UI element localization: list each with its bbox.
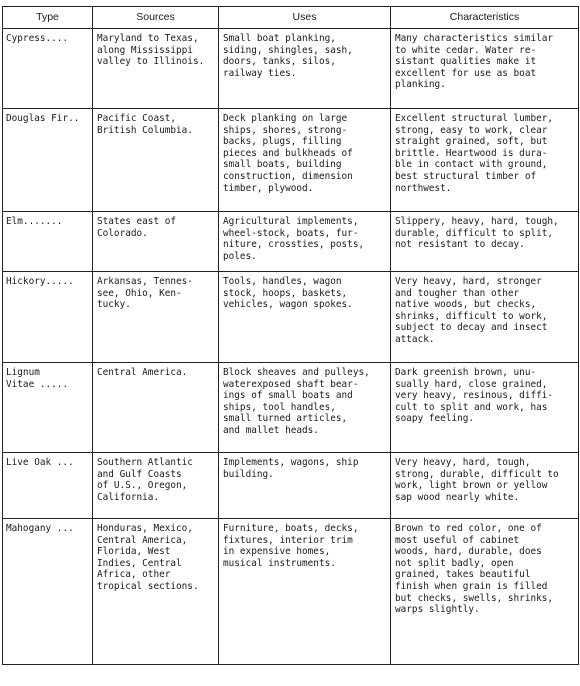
- cell-uses: Agricultural implements, wheel-stock, boats, fur- niture, crossties, posts, poles.: [219, 212, 391, 272]
- wood-types-table: [2, 6, 579, 665]
- cell-sources: Pacific Coast, British Columbia.: [93, 109, 219, 212]
- table-row: [3, 109, 579, 212]
- cell-characteristics: Dark greenish brown, unu- sually hard, close grained, very heavy, resinous, diffi- cult to split and work, has soapy feeling.: [391, 363, 579, 453]
- cell-uses: Tools, handles, wagon stock, hoops, baskets, vehicles, wagon spokes.: [219, 272, 391, 363]
- table-row: [3, 453, 579, 519]
- header-sources: Sources: [93, 7, 219, 29]
- cell-characteristics: Very heavy, hard, tough, strong, durable, difficult to work, light brown or yellow sap wood nearly white.: [391, 453, 579, 519]
- cell-uses: Small boat planking, siding, shingles, sash, doors, tanks, silos, railway ties.: [219, 29, 391, 109]
- table-row: [3, 212, 579, 272]
- cell-type: Hickory.....: [3, 272, 93, 363]
- cell-uses: Implements, wagons, ship building.: [219, 453, 391, 519]
- cell-characteristics: Excellent structural lumber, strong, easy to work, clear straight grained, soft, but brittle. Heartwood is dura- ble in contact with ground, best structural timber of northwest.: [391, 109, 579, 212]
- cell-sources: Southern Atlantic and Gulf Coasts of U.S., Oregon, California.: [93, 453, 219, 519]
- cell-characteristics: Very heavy, hard, stronger and tougher than other native woods, but checks, shrinks, difficult to work, subject to decay and insect attack.: [391, 272, 579, 363]
- cell-uses: Block sheaves and pulleys, waterexposed shaft bear- ings of small boats and ships, tool handles, small turned articles, and mallet heads.: [219, 363, 391, 453]
- cell-characteristics: Many characteristics similar to white cedar. Water re- sistant qualities make it excellent for use as boat planking.: [391, 29, 579, 109]
- table-row: [3, 29, 579, 109]
- table-header: [3, 7, 579, 29]
- cell-type: Live Oak ...: [3, 453, 93, 519]
- cell-type: Lignum Vitae .....: [3, 363, 93, 453]
- cell-uses: Deck planking on large ships, shores, strong- backs, plugs, filling pieces and bulkheads of small boats, building construction, dimension timber, plywood.: [219, 109, 391, 212]
- header-characteristics: Characteristics: [391, 7, 579, 29]
- cell-sources: Honduras, Mexico, Central America, Florida, West Indies, Central Africa, other tropical sections.: [93, 519, 219, 665]
- cell-sources: Central America.: [93, 363, 219, 453]
- table-row: [3, 519, 579, 665]
- cell-type: Elm.......: [3, 212, 93, 272]
- cell-type: Cypress....: [3, 29, 93, 109]
- table-body: [3, 29, 579, 665]
- cell-type: Mahogany ...: [3, 519, 93, 665]
- cell-type: Douglas Fir..: [3, 109, 93, 212]
- header-uses: Uses: [219, 7, 391, 29]
- cell-characteristics: Slippery, heavy, hard, tough, durable, difficult to split, not resistant to decay.: [391, 212, 579, 272]
- table-row: [3, 272, 579, 363]
- cell-sources: States east of Colorado.: [93, 212, 219, 272]
- header-type: Type: [3, 7, 93, 29]
- cell-characteristics: Brown to red color, one of most useful of cabinet woods, hard, durable, does not split badly, open grained, takes beautiful finish when grain is filled but checks, swells, shrinks, warps slightly.: [391, 519, 579, 665]
- header-row: [3, 7, 579, 29]
- table-row: [3, 363, 579, 453]
- cell-sources: Arkansas, Tennes- see, Ohio, Ken- tucky.: [93, 272, 219, 363]
- cell-sources: Maryland to Texas, along Mississippi valley to Illinois.: [93, 29, 219, 109]
- cell-uses: Furniture, boats, decks, fixtures, interior trim in expensive homes, musical instruments.: [219, 519, 391, 665]
